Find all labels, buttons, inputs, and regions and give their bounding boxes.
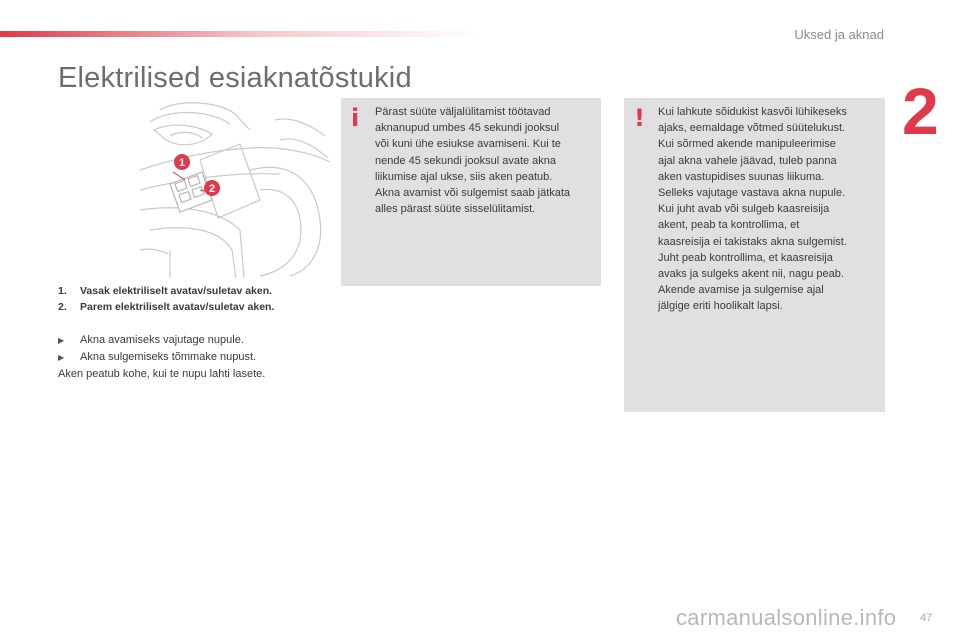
info-icon: i (351, 104, 360, 132)
warning-line: Kui juht avab või sulgeb kaasreisija (658, 203, 830, 216)
warning-box (624, 98, 885, 412)
instructions (58, 332, 265, 382)
section-label: Uksed ja aknad (794, 27, 884, 42)
warning-line: ajal akna vahele jäävad, tuleb panna (658, 154, 837, 167)
warning-line: aken vastupidises suunas liikuma. (658, 170, 825, 183)
warning-line: Kui sõrmed akende manipuleerimise (658, 138, 836, 151)
callout-1-label: 1 (178, 157, 186, 169)
warning-line: kaasreisija ei takistaks akna sulgemist. (658, 235, 847, 248)
info-line: Akna avamist või sulgemist saab jätkata (375, 187, 571, 200)
legend-text: Parem elektriliselt avatav/suletav aken. (80, 301, 275, 313)
legend-text: Vasak elektriliselt avatav/suletav aken. (80, 285, 273, 297)
legend-number: 2. (58, 301, 67, 313)
warning-line: Akende avamise ja sulgemise ajal (658, 284, 824, 297)
info-line: liikumise ajal ukse, siis aken peatub. (375, 170, 553, 183)
legend-number: 1. (58, 285, 67, 297)
instruction-text: Akna avamiseks vajutage nupule. (80, 334, 244, 346)
instruction-text: Akna sulgemiseks tõmmake nupust. (80, 351, 257, 363)
warning-line: Selleks vajutage vastava akna nupule. (658, 187, 846, 200)
warning-box-text (658, 104, 880, 315)
warning-line: avaks ja sulgeks akent nii, nagu peab. (658, 268, 844, 281)
info-line: Pärast süüte väljalülitamist töötavad (375, 106, 551, 118)
chapter-number: 2 (902, 74, 939, 148)
page-title: Elektrilised esiaknatõstukid (58, 62, 412, 94)
header-accent-bar (0, 31, 480, 37)
warning-line: Juht peab kontrollima, et kaasreisija (658, 251, 833, 264)
legend-list (58, 283, 274, 315)
bullet-arrow-icon: ▶ (58, 353, 65, 362)
warning-line: akent, peab ta kontrollima, et (658, 219, 800, 232)
instruction-bullet (58, 349, 265, 366)
warning-line: ajaks, eemaldage võtmed süütelukust. (658, 122, 846, 135)
legend-item (58, 299, 274, 315)
info-box-text (375, 104, 597, 217)
instruction-bullet (58, 332, 265, 349)
info-line: nende 45 sekundi jooksul avate akna (375, 154, 557, 167)
warning-icon: ! (634, 104, 645, 132)
bullet-arrow-icon: ▶ (58, 336, 65, 345)
callout-2-label: 2 (208, 183, 216, 195)
footer-watermark: carmanualsonline.info (676, 605, 897, 630)
info-line: alles pärast süüte sisselülitamist. (375, 203, 536, 216)
instruction-note: Aken peatub kohe, kui te nupu lahti lasete. (58, 368, 266, 380)
warning-line: jälgige eriti hoolikalt lapsi. (658, 300, 783, 313)
info-line: aknanupud umbes 45 sekundi jooksul (375, 122, 560, 135)
info-box (341, 98, 601, 286)
door-switch-illustration (140, 100, 330, 278)
page-number: 47 (920, 612, 933, 624)
legend-item (58, 283, 274, 299)
warning-line: Kui lahkute sõidukist kasvõi lühikeseks (658, 106, 847, 118)
info-line: või kuni ühe esiukse avamiseni. Kui te (375, 138, 561, 151)
